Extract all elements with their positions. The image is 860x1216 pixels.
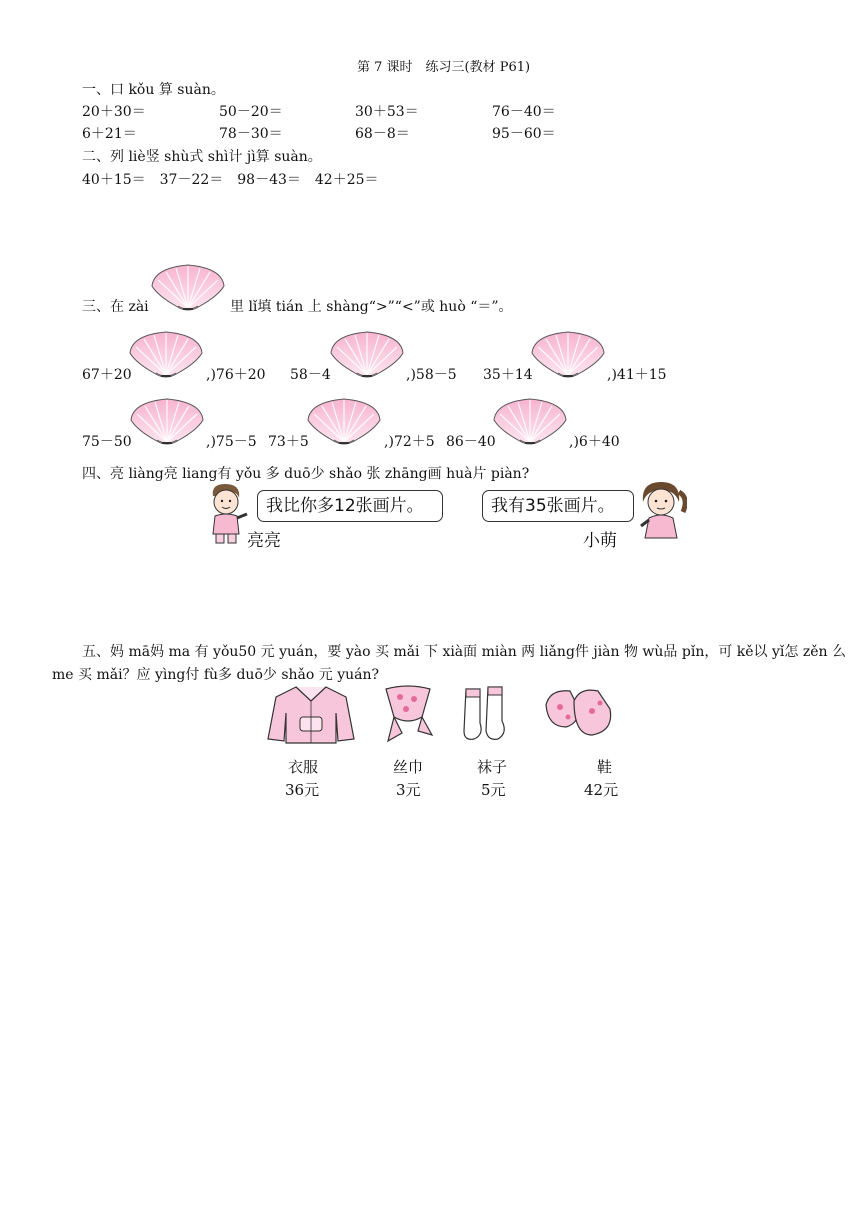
product-price: 42元 (584, 781, 619, 799)
boy-illustration (203, 480, 251, 546)
product-price: 36元 (285, 781, 320, 799)
product-price: 3元 (396, 781, 421, 799)
girl-illustration (635, 478, 687, 544)
compare-right: ,)58－5 (406, 367, 457, 383)
compare-left: 67＋20 (82, 367, 132, 383)
product-label: 衣服 (288, 758, 319, 776)
product-price: 5元 (481, 781, 506, 799)
section-5-line-2: me 买 mǎi？应 yìng付 fù多 duō少 shǎo 元 yuán? (52, 667, 380, 683)
section-2-heading: 二、列 liè竖 shù式 shì计 jì算 suàn。 (82, 149, 322, 165)
compare-left: 58－4 (290, 367, 331, 383)
girl-speech-bubble: 我有35张画片。 (482, 490, 634, 522)
girl-name: 小萌 (583, 531, 617, 551)
boy-speech-bubble: 我比你多12张画片。 (257, 490, 443, 522)
scarf-icon (378, 683, 438, 745)
compare-right: ,)76＋20 (206, 367, 266, 383)
compare-right: ,)75－5 (206, 434, 257, 450)
equation: 50－20＝ (219, 104, 283, 120)
equation: 30＋53＝ (355, 104, 419, 120)
equation: 6＋21＝ (82, 126, 137, 142)
section-3-heading-pre: 三、在 zài (82, 299, 149, 315)
shell-input-box[interactable] (327, 329, 407, 379)
shell-icon (148, 262, 228, 312)
socks-icon (460, 683, 512, 745)
shell-input-box[interactable] (304, 396, 384, 446)
compare-right: ,)72＋5 (384, 434, 435, 450)
section-1-heading: 一、口 kǒu 算 suàn。 (82, 82, 225, 98)
compare-left: 73＋5 (268, 434, 309, 450)
shell-input-box[interactable] (127, 396, 207, 446)
shoes-icon (540, 683, 618, 745)
page-title: 第 7 课时 练习三(教材 P61) (357, 60, 531, 75)
section-5-line-1: 五、妈 mā妈 ma 有 yǒu50 元 yuán，要 yào 买 mǎi 下 xià面 miàn 两 liǎng件 jiàn 物 wù品 pǐn，可 kě以 yǐ怎 zěn 么 (82, 644, 846, 660)
equation: 78－30＝ (219, 126, 283, 142)
product-label: 鞋 (597, 758, 613, 776)
shirt-icon (266, 683, 356, 745)
shell-input-box[interactable] (490, 396, 570, 446)
compare-left: 75－50 (82, 434, 132, 450)
shell-input-box[interactable] (528, 329, 608, 379)
compare-right: ,)41＋15 (607, 367, 667, 383)
vertical-calc-items: 40＋15＝ 37－22＝ 98－43＝ 42＋25＝ (82, 172, 379, 188)
product-label: 丝巾 (393, 758, 424, 776)
shell-input-box[interactable] (126, 329, 206, 379)
equation: 76－40＝ (492, 104, 556, 120)
compare-left: 35＋14 (483, 367, 533, 383)
product-label: 袜子 (477, 758, 508, 776)
section-4-heading: 四、亮 liàng亮 liang有 yǒu 多 duō少 shǎo 张 zhāng画 huà片 piàn? (82, 466, 530, 482)
section-3-heading-post: 里 lǐ填 tián 上 shàng“>”“<”或 huò “＝”。 (230, 299, 513, 315)
compare-right: ,)6＋40 (569, 434, 620, 450)
equation: 68－8＝ (355, 126, 410, 142)
compare-left: 86－40 (446, 434, 496, 450)
boy-name: 亮亮 (247, 531, 281, 551)
equation: 20＋30＝ (82, 104, 146, 120)
equation: 95－60＝ (492, 126, 556, 142)
